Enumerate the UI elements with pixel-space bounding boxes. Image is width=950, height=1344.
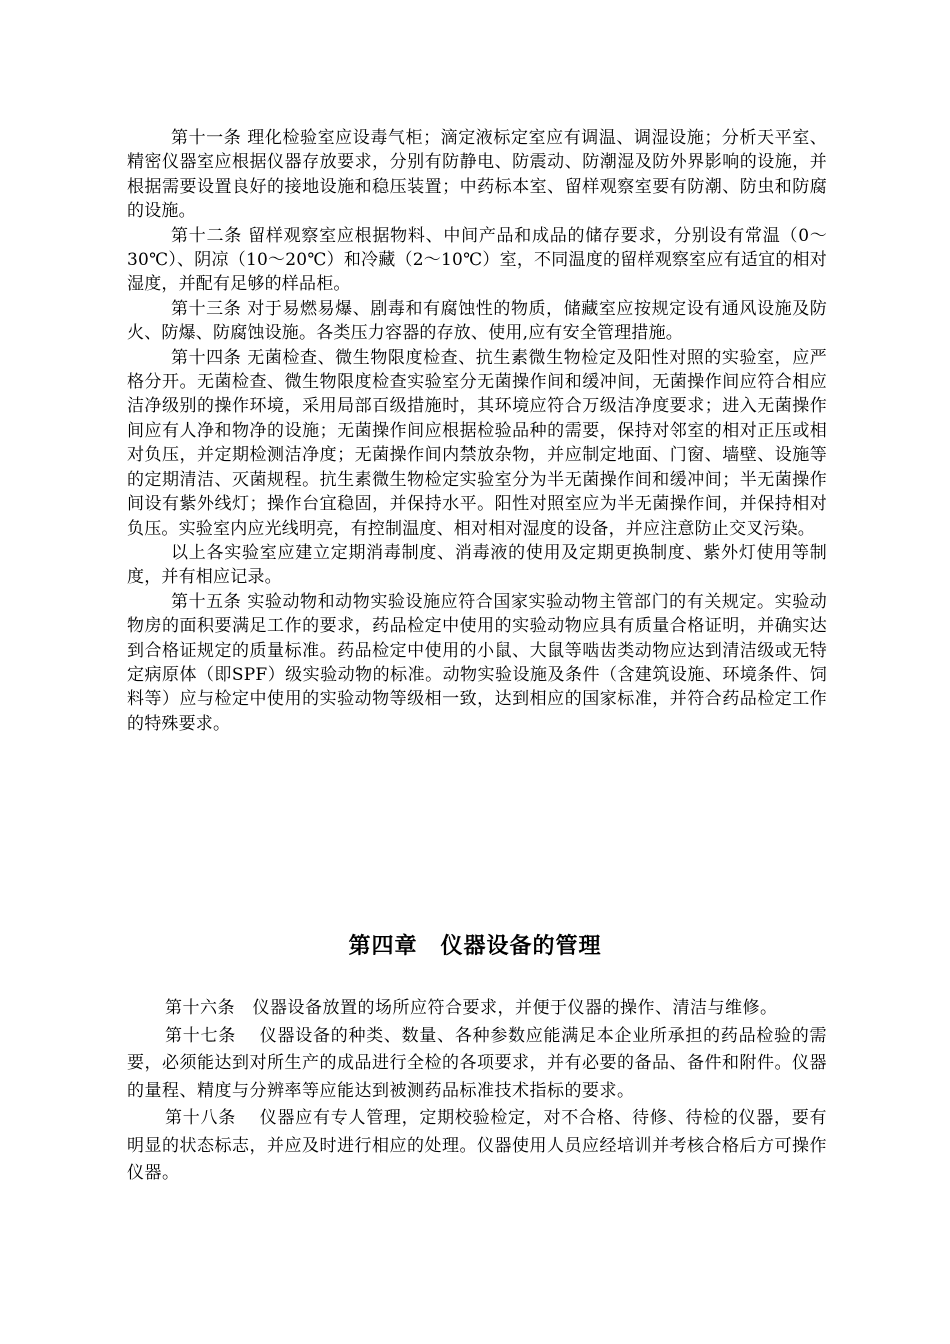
article-11: 第十一条 理化检验室应设毒气柜；滴定液标定室应有调温、调湿设施；分析天平室、精密仪器室应根据仪器存放要求，分别有防静电、防震动、防潮湿及防外界影响的设施，并根据需要设置良好的接地设施和稳压装置；中药标本室、留样观察室要有防潮、防虫和防腐的设施。: [127, 128, 827, 222]
article-17: 第十七条 仪器设备的种类、数量、各种参数应能满足本企业所承担的药品检验的需要，必须能达到对所生产的成品进行全检的各项要求，并有必要的备品、备件和附件。仪器的量程、精度与分辨率等应能达到被测药品标准技术指标的要求。: [127, 1025, 827, 1101]
chapter-title: 第四章 仪器设备的管理: [348, 933, 602, 959]
article-16: 第十六条 仪器设备放置的场所应符合要求，并便于仪器的操作、清洁与维修。: [165, 998, 778, 1018]
article-12: 第十二条 留样观察室应根据物料、中间产品和成品的储存要求，分别设有常温（0～30℃）、阴凉（10～20℃）和冷藏（2～10℃）室，不同温度的留样观察室应有适宜的相对湿度，并配有足够的样品柜。: [127, 225, 827, 295]
article-14: 第十四条 无菌检查、微生物限度检查、抗生素微生物检定及阳性对照的实验室，应严格分开。无菌检查、微生物限度检查实验室分无菌操作间和缓冲间，无菌操作间应符合相应洁净级别的操作环境，采用局部百级措施时，其环境应符合万级洁净度要求；进入无菌操作间应有人净和物净的设施；无菌操作间应根据检验品种的需要，保持对邻室的相对正压或相对负压，并定期检测洁净度；无菌操作间内禁放杂物，并应制定地面、门窗、墙壁、设施等的定期清洁、灭菌规程。抗生素微生物检定实验室分为半无菌操作间和缓冲间；半无菌操作间设有紫外线灯；操作台宜稳固，并保持水平。阳性对照室应为半无菌操作间，并保持相对负压。实验室内应光线明亮，有控制温度、相对相对湿度的设备，并应注意防止交叉污染。: [127, 347, 827, 539]
section-equipment-articles: [127, 995, 827, 1188]
article-13: 第十三条 对于易燃易爆、剧毒和有腐蚀性的物质，储藏室应按规定设有通风设施及防火、防爆、防腐蚀设施。各类压力容器的存放、使用,应有安全管理措施。: [127, 298, 827, 344]
article-18: 第十八条 仪器应有专人管理，定期校验检定，对不合格、待修、待检的仪器，要有明显的状态标志，并应及时进行相应的处理。仪器使用人员应经培训并考核合格后方可操作仪器。: [127, 1108, 827, 1183]
section-laboratory-articles: [127, 126, 827, 736]
article-15: 第十五条 实验动物和动物实验设施应符合国家实验动物主管部门的有关规定。实验动物房的面积要满足工作的要求，药品检定中使用的实验动物应具有质量合格证明，并确实达到合格证规定的质量标准。药品检定中使用的小鼠、大鼠等啮齿类动物应达到清洁级或无特定病原体（即SPF）级实验动物的标准。动物实验设施及条件（含建筑设施、环境条件、饲料等）应与检定中使用的实验动物等级相一致，达到相应的国家标准，并符合药品检定工作的特殊要求。: [127, 591, 827, 734]
disinfection-note: 以上各实验室应建立定期消毒制度、消毒液的使用及定期更换制度、紫外灯使用等制度，并有相应记录。: [127, 542, 827, 588]
